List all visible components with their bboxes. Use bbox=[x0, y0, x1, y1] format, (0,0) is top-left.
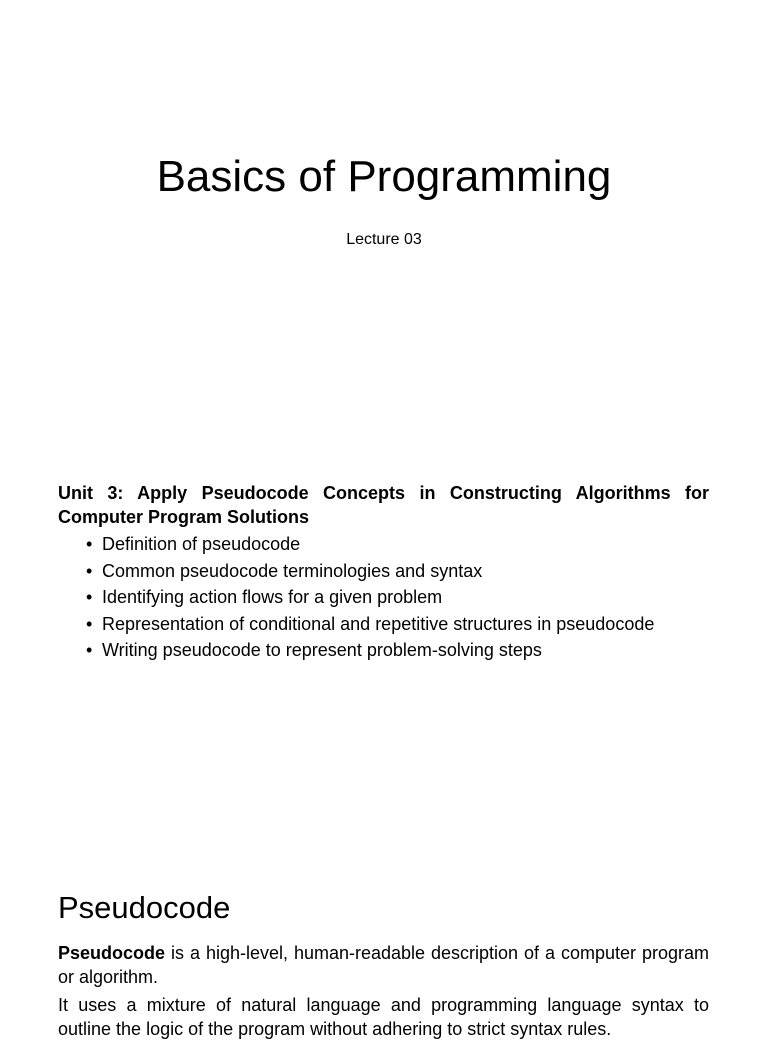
definition-paragraph bbox=[58, 941, 709, 989]
bullet-icon: • bbox=[86, 613, 93, 634]
list-item bbox=[86, 558, 709, 585]
list-item bbox=[86, 637, 709, 664]
topic-text: Identifying action flows for a given problem bbox=[102, 587, 443, 607]
description-paragraph: It uses a mixture of natural language and programming language syntax to outline the logic of the program without adhering to strict syntax rules. bbox=[58, 995, 709, 1039]
list-item bbox=[86, 584, 709, 611]
slide-title: Basics of Programming bbox=[156, 152, 612, 201]
bullet-icon: • bbox=[86, 587, 93, 607]
topic-text: Common pseudocode terminologies and syntax bbox=[102, 560, 483, 581]
bullet-icon: • bbox=[86, 640, 93, 660]
slide-subtitle: Lecture 03 bbox=[346, 231, 422, 248]
pseudocode-body bbox=[58, 941, 709, 1045]
bullet-icon: • bbox=[86, 560, 93, 581]
unit-heading: Unit 3: Apply Pseudocode Concepts in Constructing Algorithms for Computer Program Solutions bbox=[58, 483, 709, 527]
topic-text: Definition of pseudocode bbox=[102, 534, 301, 554]
unit-overview bbox=[58, 481, 709, 664]
definition-text: is a high-level, human-readable description of a computer program or algorithm. bbox=[58, 943, 709, 987]
list-item bbox=[86, 531, 709, 558]
section-title: Pseudocode bbox=[58, 890, 231, 925]
topic-text: Representation of conditional and repetitive structures in pseudocode bbox=[102, 613, 655, 634]
topic-text: Writing pseudocode to represent problem-solving steps bbox=[102, 640, 542, 660]
list-item bbox=[86, 611, 709, 638]
topic-list bbox=[58, 531, 709, 664]
definition-term: Pseudocode bbox=[58, 943, 166, 963]
bullet-icon: • bbox=[86, 534, 93, 554]
